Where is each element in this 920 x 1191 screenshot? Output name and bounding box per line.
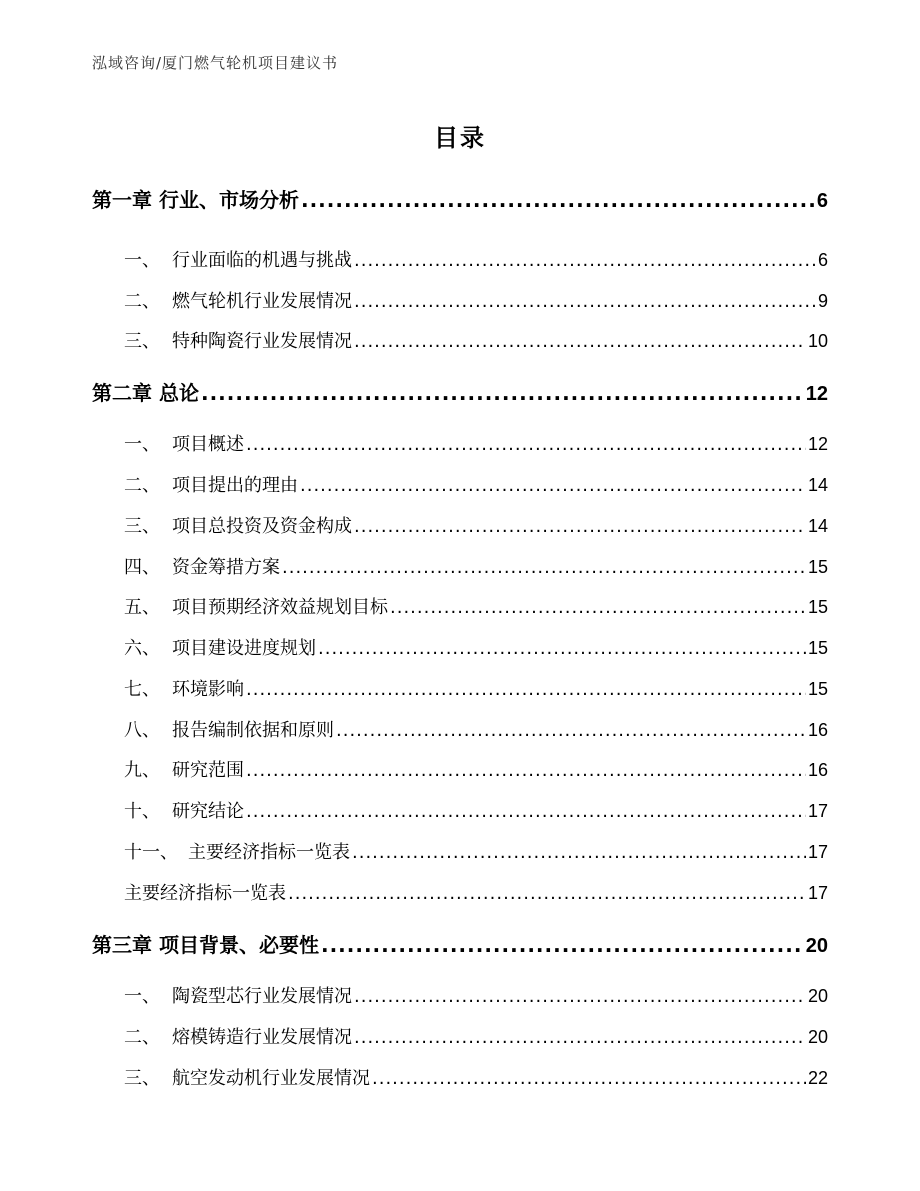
toc-entry-number: 七、 xyxy=(124,679,160,700)
toc-entry-label xyxy=(92,377,199,406)
toc-section-entry[interactable] xyxy=(124,471,828,497)
toc-page-number: 15 xyxy=(807,557,828,577)
toc-section-entry[interactable] xyxy=(124,287,828,313)
dot-leader xyxy=(288,883,806,904)
dot-leader xyxy=(301,188,815,212)
toc-entry-text: 项目建设进度规划 xyxy=(172,638,316,659)
dot-leader xyxy=(354,250,816,271)
dot-leader xyxy=(354,986,806,1007)
toc-entry-text: 航空发动机行业发展情况 xyxy=(172,1068,370,1089)
dot-leader xyxy=(282,557,806,578)
toc-entry-number: 一、 xyxy=(124,434,160,455)
toc-entry-text: 特种陶瓷行业发展情况 xyxy=(172,331,352,352)
toc-entry-text: 项目概述 xyxy=(172,434,244,455)
dot-leader xyxy=(354,516,806,537)
toc-section-entry[interactable] xyxy=(124,634,828,660)
toc-entry-number: 一、 xyxy=(124,250,160,271)
toc-section-entry[interactable] xyxy=(124,246,828,272)
toc-entry-number: 五、 xyxy=(124,597,160,618)
toc-page-number: 17 xyxy=(807,801,828,821)
toc-entry-label xyxy=(124,716,334,742)
toc-page-number: 14 xyxy=(807,516,828,536)
toc-page-number: 20 xyxy=(805,935,828,957)
toc-section-entry[interactable] xyxy=(124,716,828,742)
toc-entry-label xyxy=(124,287,352,313)
toc-page-number: 6 xyxy=(817,250,828,270)
toc-entry-label xyxy=(124,553,280,579)
toc-page-number: 20 xyxy=(807,1027,828,1047)
toc-entry-label xyxy=(124,246,352,272)
toc-entry-number: 四、 xyxy=(124,557,160,578)
toc-page-number: 6 xyxy=(816,190,828,212)
toc-page-number: 16 xyxy=(807,760,828,780)
dot-leader xyxy=(390,597,806,618)
toc-entry-label xyxy=(124,430,244,456)
dot-leader xyxy=(354,291,816,312)
running-header: 泓域咨询/厦门燃气轮机项目建议书 xyxy=(92,54,339,72)
dot-leader xyxy=(246,760,806,781)
toc-chapter-entry[interactable] xyxy=(92,929,828,958)
dot-leader xyxy=(352,842,806,863)
dot-leader xyxy=(246,801,806,822)
toc-entry-text: 主要经济指标一览表 xyxy=(124,883,286,904)
dot-leader xyxy=(354,1027,806,1048)
toc-section-entry[interactable] xyxy=(124,327,828,353)
toc-entry-label xyxy=(124,756,244,782)
toc-entry-label xyxy=(124,797,244,823)
toc-entry-text: 报告编制依据和原则 xyxy=(172,720,334,741)
toc-section-entry[interactable] xyxy=(124,797,828,823)
toc-entry-text: 陶瓷型芯行业发展情况 xyxy=(172,986,352,1007)
toc-section-entry[interactable] xyxy=(124,593,828,619)
toc-entry-text: 主要经济指标一览表 xyxy=(188,842,350,863)
toc-entry-number: 十、 xyxy=(124,801,160,822)
toc-page-number: 16 xyxy=(807,720,828,740)
dot-leader xyxy=(336,720,806,741)
toc-section-entry[interactable] xyxy=(124,430,828,456)
toc-entry-number: 三、 xyxy=(124,516,160,537)
toc-section-entry[interactable] xyxy=(124,879,828,905)
toc-entry-text: 项目预期经济效益规划目标 xyxy=(172,597,388,618)
toc-entry-number: 十一、 xyxy=(124,842,178,863)
toc-entry-label xyxy=(124,593,388,619)
toc-entry-text: 燃气轮机行业发展情况 xyxy=(172,291,352,312)
toc-entry-label xyxy=(124,675,244,701)
toc-entry-number: 九、 xyxy=(124,760,160,781)
toc-section-entry[interactable] xyxy=(124,553,828,579)
toc-entry-text: 资金筹措方案 xyxy=(172,557,280,578)
toc-entry-number: 三、 xyxy=(124,1068,160,1089)
toc-entry-label xyxy=(124,838,350,864)
toc-page-number: 14 xyxy=(807,475,828,495)
dot-leader xyxy=(372,1068,806,1089)
toc-chapter-entry[interactable] xyxy=(92,184,828,213)
toc-section-entry[interactable] xyxy=(124,675,828,701)
toc-entry-text: 第一章 行业、市场分析 xyxy=(92,188,299,212)
toc-page-number: 15 xyxy=(807,679,828,699)
toc-entry-text: 研究范围 xyxy=(172,760,244,781)
toc-section-entry[interactable] xyxy=(124,838,828,864)
toc-entry-text: 第二章 总论 xyxy=(92,381,199,405)
toc-entry-label xyxy=(124,1023,352,1049)
dot-leader xyxy=(201,381,804,405)
toc-chapter-entry[interactable] xyxy=(92,377,828,406)
toc-page-number: 15 xyxy=(807,638,828,658)
toc-page-number: 22 xyxy=(807,1068,828,1088)
toc-entry-text: 环境影响 xyxy=(172,679,244,700)
toc-page-number: 12 xyxy=(807,434,828,454)
toc-entry-text: 行业面临的机遇与挑战 xyxy=(172,250,352,271)
toc-entry-number: 六、 xyxy=(124,638,160,659)
dot-leader xyxy=(300,475,806,496)
toc-entry-label xyxy=(92,929,319,958)
toc-entry-number: 二、 xyxy=(124,475,160,496)
toc-entry-label xyxy=(124,512,352,538)
toc-page-number: 17 xyxy=(807,883,828,903)
toc-entry-number: 一、 xyxy=(124,986,160,1007)
toc-entry-label xyxy=(124,327,352,353)
toc-section-entry[interactable] xyxy=(124,1023,828,1049)
toc-section-entry[interactable] xyxy=(124,756,828,782)
toc-page-number: 20 xyxy=(807,986,828,1006)
toc-entry-number: 八、 xyxy=(124,720,160,741)
dot-leader xyxy=(246,434,806,455)
toc-entry-label xyxy=(124,879,286,905)
dot-leader xyxy=(246,679,806,700)
toc-entry-text: 项目提出的理由 xyxy=(172,475,298,496)
toc-page-number: 9 xyxy=(817,291,828,311)
toc-page-number: 15 xyxy=(807,597,828,617)
toc-entry-number: 三、 xyxy=(124,331,160,352)
dot-leader xyxy=(321,933,804,957)
dot-leader xyxy=(354,331,806,352)
toc-entry-text: 熔模铸造行业发展情况 xyxy=(172,1027,352,1048)
toc-title: 目录 xyxy=(434,124,486,152)
dot-leader xyxy=(318,638,806,659)
toc-entry-text: 第三章 项目背景、必要性 xyxy=(92,933,319,957)
toc-section-entry[interactable] xyxy=(124,512,828,538)
toc-entry-text: 研究结论 xyxy=(172,801,244,822)
toc-entry-text: 项目总投资及资金构成 xyxy=(172,516,352,537)
toc-page-number: 10 xyxy=(807,331,828,351)
toc-entry-label xyxy=(124,634,316,660)
toc-section-entry[interactable] xyxy=(124,982,828,1008)
toc-entry-label xyxy=(92,184,299,213)
toc-entry-number: 二、 xyxy=(124,291,160,312)
toc-entry-number: 二、 xyxy=(124,1027,160,1048)
toc-page-number: 12 xyxy=(805,383,828,405)
toc-section-entry[interactable] xyxy=(124,1064,828,1090)
toc-entry-label xyxy=(124,471,298,497)
toc-entry-label xyxy=(124,1064,370,1090)
toc-page-number: 17 xyxy=(807,842,828,862)
toc-entry-label xyxy=(124,982,352,1008)
